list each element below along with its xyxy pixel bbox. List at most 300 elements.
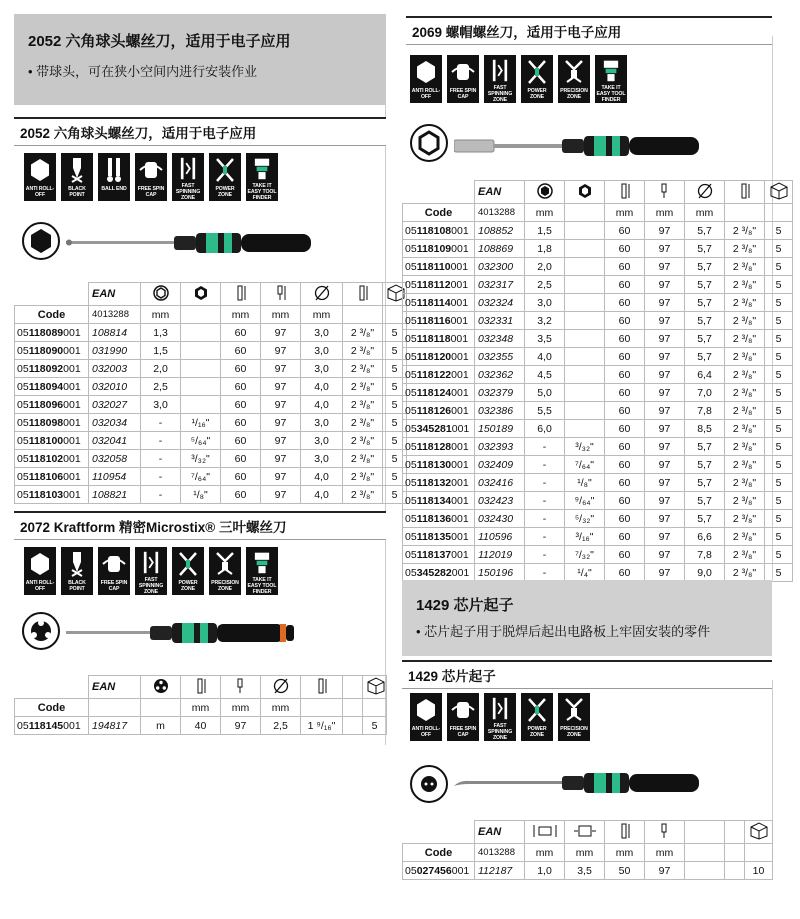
table-row	[15, 378, 407, 396]
cell: 97	[261, 324, 301, 342]
free-spin-cap-badge	[135, 153, 167, 201]
cell: 3,0	[301, 450, 343, 468]
ean-value: 194817	[89, 717, 141, 735]
ean-value: 032423	[475, 492, 525, 510]
total-length-icon	[645, 821, 685, 844]
article-code: 05118108001	[403, 222, 475, 240]
article-code: 05118098001	[15, 414, 89, 432]
cell: 5	[383, 414, 407, 432]
free-spin-cap-icon	[100, 550, 128, 578]
cell: 5,7	[685, 456, 725, 474]
sec2052-badges	[14, 153, 278, 201]
cell: 9,0	[685, 564, 725, 582]
cell: 60	[605, 258, 645, 276]
cell: 5	[765, 294, 793, 312]
cell: 2 ³/₈"	[725, 402, 765, 420]
cell: 97	[261, 486, 301, 504]
ean-value: 108821	[89, 486, 141, 504]
blade-length-icon	[221, 283, 261, 306]
cell: 3,0	[301, 432, 343, 450]
cell: 5,7	[685, 438, 725, 456]
total-length-icon	[645, 181, 685, 204]
cell: 50	[605, 862, 645, 880]
screwdriver-2052-image	[66, 228, 316, 258]
table-row	[403, 528, 793, 546]
sec2072-table	[14, 675, 387, 735]
article-code: 05118102001	[15, 450, 89, 468]
cell: 5,5	[525, 402, 565, 420]
anti-roll-off-icon	[26, 550, 54, 578]
hex-solid-icon	[181, 283, 221, 306]
cell: 5,7	[685, 330, 725, 348]
badge-label: BLACK POINT	[68, 186, 86, 198]
ean-value: 032331	[475, 312, 525, 330]
sec2069-badges	[400, 55, 627, 103]
cell: -	[525, 474, 565, 492]
sec1429-table	[402, 820, 773, 880]
article-code: 05118137001	[403, 546, 475, 564]
cell: ¹/₈"	[181, 486, 221, 504]
article-code: 05118106001	[15, 468, 89, 486]
badge-label: POWER ZONE	[527, 726, 547, 738]
unit-mm: mm	[261, 306, 301, 324]
cell: 2 ³/₈"	[725, 438, 765, 456]
cell: 2 ³/₈"	[725, 222, 765, 240]
cell: 2 ³/₈"	[343, 432, 383, 450]
chip-lifter-image	[454, 768, 734, 798]
cell: 60	[221, 414, 261, 432]
cell	[565, 420, 605, 438]
take-it-easy-tool-finder-badge	[246, 153, 278, 201]
badge-label: FREE SPIN CAP	[137, 186, 165, 198]
cell	[565, 240, 605, 258]
cell: 2 ³/₈"	[725, 546, 765, 564]
cell: 5	[765, 258, 793, 276]
cell: 97	[645, 384, 685, 402]
ean-value: 032041	[89, 432, 141, 450]
cell: 5	[765, 402, 793, 420]
left-header-bullet: • 带球头，可在狭小空间内进行安装作业	[28, 64, 258, 79]
cell: ⁷/₃₂"	[565, 546, 605, 564]
badge-label: FAST SPINNING ZONE	[138, 577, 164, 595]
cell: 5	[765, 366, 793, 384]
table-row	[15, 432, 407, 450]
cell: 97	[645, 312, 685, 330]
cell: 40	[181, 717, 221, 735]
cell: 3,0	[141, 396, 181, 414]
cell: 60	[605, 348, 645, 366]
badge-label: FAST SPINNING ZONE	[487, 85, 513, 103]
badge-label: FREE SPIN CAP	[449, 88, 477, 100]
ean-value: 032430	[475, 510, 525, 528]
table-row	[403, 420, 793, 438]
badge-label: PRECISION ZONE	[560, 726, 588, 738]
code-header: Code	[15, 306, 89, 324]
ean-value: 032027	[89, 396, 141, 414]
cell: 97	[645, 862, 685, 880]
diameter-icon	[685, 181, 725, 204]
ean-value: 032010	[89, 378, 141, 396]
cell: 2 ³/₈"	[725, 420, 765, 438]
cell: ¹/₁₆"	[181, 414, 221, 432]
cell: 2 ³/₈"	[725, 366, 765, 384]
cell: ³/₃₂"	[181, 450, 221, 468]
cell: 60	[221, 360, 261, 378]
cell: 5,7	[685, 348, 725, 366]
cell: -	[525, 438, 565, 456]
ean-value: 032348	[475, 330, 525, 348]
table-row	[15, 486, 407, 504]
article-code: 05118096001	[15, 396, 89, 414]
badge-label: FAST SPINNING ZONE	[487, 723, 513, 741]
take-it-easy-tool-finder-icon	[597, 58, 625, 83]
unit-mm: mm	[301, 306, 343, 324]
cell: 60	[221, 432, 261, 450]
cell: 1 ⁹/₁₆"	[301, 717, 343, 735]
ean-value: 150189	[475, 420, 525, 438]
cell: 5	[765, 474, 793, 492]
cell: 97	[645, 528, 685, 546]
triwing-icon	[24, 614, 58, 648]
ean-value: 032058	[89, 450, 141, 468]
cell: 97	[645, 222, 685, 240]
ean-header: EAN	[475, 181, 525, 204]
diameter-icon	[301, 283, 343, 306]
free-spin-cap-icon	[449, 58, 477, 86]
triwing-small-icon	[141, 676, 181, 699]
precision-zone-icon	[560, 58, 588, 86]
cell: 3,0	[301, 414, 343, 432]
precision-zone-badge	[209, 547, 241, 595]
cell: 5	[383, 432, 407, 450]
cell: 6,4	[685, 366, 725, 384]
cell	[565, 366, 605, 384]
free-spin-cap-badge	[98, 547, 130, 595]
hex-solid-icon	[565, 181, 605, 204]
ean-value: 032409	[475, 456, 525, 474]
take-it-easy-tool-finder-badge	[246, 547, 278, 595]
cell: 5	[765, 348, 793, 366]
sec1429-badges	[400, 693, 590, 741]
take-it-easy-tool-finder-icon	[248, 156, 276, 181]
cell: 2,0	[141, 360, 181, 378]
cell: 97	[261, 342, 301, 360]
cell	[565, 222, 605, 240]
free-spin-cap-badge	[447, 55, 479, 103]
left-header-title: 2052 六角球头螺丝刀，适用于电子应用	[28, 33, 291, 50]
take-it-easy-tool-finder-icon	[248, 550, 276, 575]
cell: -	[141, 468, 181, 486]
power-zone-icon	[211, 156, 239, 184]
anti-roll-off-badge	[410, 693, 442, 741]
anti-roll-off-badge	[410, 55, 442, 103]
cell: 5	[765, 438, 793, 456]
sec1429-title: 1429 芯片起子	[402, 660, 772, 689]
free-spin-cap-icon	[137, 156, 165, 184]
cell: 5,7	[685, 474, 725, 492]
cell: ⁵/₃₂"	[565, 510, 605, 528]
ean-value: 108852	[475, 222, 525, 240]
badge-label: POWER ZONE	[527, 88, 547, 100]
cell: 2 ³/₈"	[725, 348, 765, 366]
cell: 60	[605, 366, 645, 384]
fast-spinning-zone-badge	[484, 55, 516, 103]
cell: 97	[645, 348, 685, 366]
cell: 97	[645, 402, 685, 420]
article-code: 05118089001	[15, 324, 89, 342]
cell: 4,0	[301, 396, 343, 414]
unit-mm: mm	[565, 844, 605, 862]
cell: 60	[605, 528, 645, 546]
cell: 60	[221, 378, 261, 396]
article-code: 05118124001	[403, 384, 475, 402]
cell: 5	[363, 717, 387, 735]
cell: 2,5	[525, 276, 565, 294]
article-code: 05118136001	[403, 510, 475, 528]
table-row	[403, 276, 793, 294]
right-header	[402, 580, 772, 656]
chip-lifter-symbol-circle	[410, 765, 448, 803]
screwdriver-2069-image	[454, 130, 754, 164]
cell: ⁷/₆₄"	[565, 456, 605, 474]
badge-label: ANTI ROLL-OFF	[25, 580, 55, 592]
cell: 2 ³/₈"	[343, 342, 383, 360]
cell: 97	[645, 240, 685, 258]
package-icon	[745, 821, 773, 844]
cell: 5	[765, 330, 793, 348]
article-code: 05118122001	[403, 366, 475, 384]
badge-label: TAKE IT EASY TOOL FINDER	[247, 577, 277, 595]
cell: ⁷/₆₄"	[181, 468, 221, 486]
unit-mm: mm	[141, 306, 181, 324]
cell: 2 ³/₈"	[725, 492, 765, 510]
table-row	[403, 312, 793, 330]
cell: 60	[221, 396, 261, 414]
table-row	[403, 348, 793, 366]
cell: 97	[261, 360, 301, 378]
code-header: Code	[403, 204, 475, 222]
table-row	[15, 360, 407, 378]
cell: 5,7	[685, 492, 725, 510]
cell: 60	[605, 564, 645, 582]
cell: 5	[765, 492, 793, 510]
ean-value: 032416	[475, 474, 525, 492]
table-row	[15, 717, 387, 735]
cell: 60	[605, 492, 645, 510]
power-zone-icon	[174, 550, 202, 578]
cell: 97	[261, 468, 301, 486]
precision-zone-icon	[211, 550, 239, 578]
unit-mm: mm	[525, 204, 565, 222]
cell	[181, 360, 221, 378]
cell: 5,0	[525, 384, 565, 402]
cell: 2 ³/₈"	[343, 486, 383, 504]
cell: 5,7	[685, 276, 725, 294]
cell: 97	[645, 474, 685, 492]
table-row	[403, 258, 793, 276]
hex-socket-icon	[412, 126, 446, 160]
cell: -	[525, 546, 565, 564]
cell: 2,5	[141, 378, 181, 396]
cell: 97	[645, 456, 685, 474]
cell: 5	[765, 384, 793, 402]
table-row	[403, 510, 793, 528]
article-code: 05118112001	[403, 276, 475, 294]
anti-roll-off-badge	[24, 153, 56, 201]
cell: 60	[605, 276, 645, 294]
cell: 60	[605, 222, 645, 240]
cell: 5,7	[685, 510, 725, 528]
cell: 60	[605, 384, 645, 402]
free-spin-cap-badge	[447, 693, 479, 741]
article-code: 05118120001	[403, 348, 475, 366]
ean-value: 108814	[89, 324, 141, 342]
cell: 60	[605, 294, 645, 312]
screwdriver-2072-image	[66, 618, 326, 648]
fast-spinning-zone-icon	[486, 58, 514, 83]
cell: 2 ³/₈"	[725, 564, 765, 582]
cell: ⁹/₆₄"	[565, 492, 605, 510]
cell: 4,5	[525, 366, 565, 384]
cell: 2,5	[261, 717, 301, 735]
badge-label: POWER ZONE	[215, 186, 235, 198]
ean-value: 032393	[475, 438, 525, 456]
article-code: 05118145001	[15, 717, 89, 735]
cell: 2 ³/₈"	[725, 510, 765, 528]
cell: 2 ³/₈"	[725, 474, 765, 492]
badge-label: TAKE IT EASY TOOL FINDER	[247, 183, 277, 201]
article-code: 05118126001	[403, 402, 475, 420]
anti-roll-off-icon	[412, 696, 440, 724]
cell: 6,0	[525, 420, 565, 438]
cell: ¹/₈"	[565, 474, 605, 492]
table-row	[403, 294, 793, 312]
sec2069-title: 2069 螺帽螺丝刀，适用于电子应用	[406, 16, 772, 45]
cell: 2 ³/₈"	[343, 378, 383, 396]
badge-label: PRECISION ZONE	[560, 88, 588, 100]
cell: 6,6	[685, 528, 725, 546]
cell: 97	[645, 546, 685, 564]
cell: 5	[765, 222, 793, 240]
table-row	[15, 324, 407, 342]
cell: 97	[645, 438, 685, 456]
ean-prefix: 4013288	[89, 306, 141, 324]
cell: 97	[645, 294, 685, 312]
unit-mm: mm	[181, 699, 221, 717]
cell: 8,5	[685, 420, 725, 438]
article-code: 05118094001	[15, 378, 89, 396]
cell: 2 ³/₈"	[725, 240, 765, 258]
package-icon	[765, 181, 793, 204]
unit-mm: mm	[605, 844, 645, 862]
ean-prefix: 4013288	[475, 204, 525, 222]
hex-socket-icon	[525, 181, 565, 204]
ean-header: EAN	[89, 283, 141, 306]
anti-roll-off-icon	[412, 58, 440, 86]
ean-prefix: 4013288	[475, 844, 525, 862]
right-header-title: 1429 芯片起子	[416, 597, 514, 614]
cell: 5	[765, 546, 793, 564]
blade-length-icon	[605, 821, 645, 844]
fast-spinning-zone-icon	[486, 696, 514, 721]
cell: 97	[645, 492, 685, 510]
cell: 5,7	[685, 222, 725, 240]
cell	[565, 294, 605, 312]
cell: 2 ³/₈"	[725, 330, 765, 348]
cell: 1,3	[141, 324, 181, 342]
cell: 60	[221, 324, 261, 342]
cell: 2 ³/₈"	[343, 414, 383, 432]
cell	[181, 396, 221, 414]
blade-length-icon	[605, 181, 645, 204]
cell: 3,5	[525, 330, 565, 348]
cell: 2 ³/₈"	[725, 276, 765, 294]
ean-value: 110954	[89, 468, 141, 486]
cell: 5	[383, 324, 407, 342]
unit-mm: mm	[525, 844, 565, 862]
black-point-icon	[63, 156, 91, 184]
table-row	[403, 474, 793, 492]
sec2072-title: 2072 Kraftform 精密Microstix® 三叶螺丝刀	[14, 511, 386, 540]
cell	[565, 348, 605, 366]
badge-label: ANTI ROLL-OFF	[411, 88, 441, 100]
cell: 1,5	[525, 222, 565, 240]
cell: 2 ³/₈"	[725, 528, 765, 546]
cell: 2 ³/₈"	[343, 360, 383, 378]
cell: 5	[765, 420, 793, 438]
power-zone-icon	[523, 58, 551, 86]
unit-mm: mm	[685, 204, 725, 222]
cell: -	[141, 486, 181, 504]
ean-value: 110596	[475, 528, 525, 546]
cell: 60	[605, 420, 645, 438]
article-code: 05118118001	[403, 330, 475, 348]
cell: 60	[605, 402, 645, 420]
fast-spinning-zone-badge	[484, 693, 516, 741]
cell: 5,7	[685, 240, 725, 258]
article-code: 05118130001	[403, 456, 475, 474]
anti-roll-off-badge	[24, 547, 56, 595]
article-code: 05118100001	[15, 432, 89, 450]
cell: 97	[645, 510, 685, 528]
black-point-icon	[63, 550, 91, 578]
ean-value: 032003	[89, 360, 141, 378]
cell: 2 ³/₈"	[725, 456, 765, 474]
table-row	[403, 546, 793, 564]
cell: 4,0	[301, 378, 343, 396]
inch-length-icon	[725, 181, 765, 204]
hexnut-symbol-circle	[410, 124, 448, 162]
cell: 97	[645, 366, 685, 384]
badge-label: TAKE IT EASY TOOL FINDER	[596, 85, 626, 103]
cell: 60	[605, 240, 645, 258]
left-header	[14, 14, 386, 105]
hex-icon	[24, 224, 58, 258]
hex-symbol-circle	[22, 222, 60, 260]
cell: 3,2	[525, 312, 565, 330]
cell: 5,7	[685, 258, 725, 276]
cell: 5	[383, 342, 407, 360]
ean-value: 031990	[89, 342, 141, 360]
cell: 60	[605, 456, 645, 474]
power-zone-badge	[521, 693, 553, 741]
cell: 3,0	[301, 342, 343, 360]
article-code: 05118110001	[403, 258, 475, 276]
unit-mm: mm	[645, 204, 685, 222]
ean-value: 032034	[89, 414, 141, 432]
cell: 3,0	[301, 360, 343, 378]
cell: 4,0	[301, 486, 343, 504]
